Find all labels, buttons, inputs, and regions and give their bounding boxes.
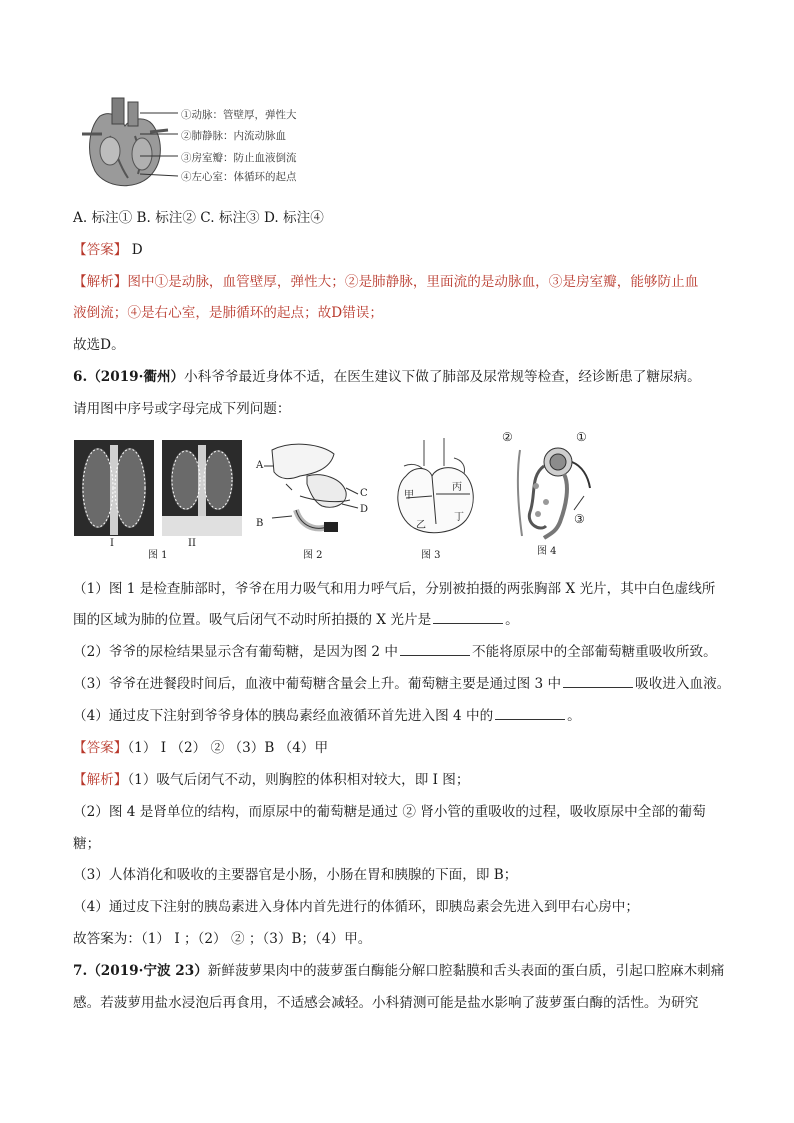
q5-answer	[73, 241, 143, 259]
q6-answer-tag: 【答案】	[73, 740, 128, 756]
q6-analysis1-text: （1）吸气后闭气不动，则胸腔的体积相对较大，即 I 图；	[127, 772, 470, 788]
q6-answer-value: （1） I （2） ② （3）B （4）甲	[127, 740, 329, 756]
q6-sub3-tail: 吸收进入血液。	[635, 676, 731, 692]
q6-analysis-2-line2: 糖；	[73, 836, 101, 852]
q7-line1-text: 新鲜菠萝果肉中的菠萝蛋白酶能分解口腔黏膜和舌头表面的蛋白质，引起口腔麻木刺痛	[207, 963, 725, 979]
figure-2-digestive	[262, 440, 374, 540]
q7-line1	[73, 962, 724, 980]
fig1-label-I: I	[110, 538, 114, 549]
fig1-caption: 图 1	[148, 550, 168, 561]
answer-blank-1	[433, 611, 503, 624]
fig4-caption: 图 4	[537, 546, 557, 557]
q5-analysis	[73, 273, 698, 291]
q5-analysis-line2: 液倒流；④是右心室，是肺循环的起点；故D错误；	[73, 305, 383, 321]
q6-analysis-4: （4）通过皮下注射的胰岛素进入身体内首先进行的体循环，即胰岛素会先进入到甲右心房中；	[73, 899, 639, 915]
q6-stem-line1	[73, 368, 701, 386]
q6-analysis-3: （3）人体消化和吸收的主要器官是小肠，小肠在胃和胰腺的下面，即 B；	[73, 867, 518, 883]
heart-label-2: ②肺静脉：内流动脉血	[181, 130, 286, 142]
fig3-label-bing: 丙	[452, 482, 462, 493]
q6-sub1-text: 围的区域为肺的位置。吸气后闭气不动时所拍摄的 X 光片是	[73, 612, 432, 628]
q6-sub4-text: （4）通过皮下注射到爷爷身体的胰岛素经血液循环首先进入图 4 中的	[73, 708, 494, 724]
fig2-label-C: C	[360, 488, 368, 499]
q6-sub3-text: （3）爷爷在进餐段时间后，血液中葡萄糖含量会上升。葡萄糖主要是通过图 3 中	[73, 676, 562, 692]
q6-sub4	[73, 707, 581, 725]
q6-analysis-tag: 【解析】	[73, 772, 128, 788]
q6-sub2	[73, 643, 717, 661]
fig2-label-D: D	[360, 504, 369, 515]
q7-number: 7.（2019·宁波 23）	[73, 963, 208, 979]
q6-sub2-text: （2）爷爷的尿检结果显示含有葡萄糖，是因为图 2 中	[73, 644, 399, 660]
heart-leader-lines	[140, 108, 180, 188]
q6-sub2-tail: 不能将原尿中的全部葡萄糖重吸收所致。	[472, 644, 717, 660]
q6-analysis-1	[73, 771, 469, 789]
q6-conclusion: 故答案为：（1） I ；（2） ② ；（3）B；（4）甲。	[73, 931, 372, 947]
q6-analysis-2-line1: （2）图 4 是肾单位的结构，而原尿中的葡萄糖是通过 ② 肾小管的重吸收的过程，吸收原尿中全部的葡萄	[73, 804, 706, 820]
q6-sub3	[73, 675, 730, 693]
q6-answer	[73, 739, 328, 757]
q6-stem-line2: 请用图中序号或字母完成下列问题：	[73, 401, 291, 417]
fig3-label-ding: 丁	[454, 512, 464, 523]
q5-analysis-line1: 图中①是动脉，血管壁厚，弹性大；②是肺静脉，里面流的是动脉血，③是房室瓣，能够防止血	[127, 274, 699, 290]
q6-number: 6.（2019·衢州）	[73, 369, 185, 385]
fig3-caption: 图 3	[421, 550, 441, 561]
fig2-label-A: A	[256, 460, 264, 471]
q7-line2: 感。若菠萝用盐水浸泡后再食用，不适感会减轻。小科猜测可能是盐水影响了菠萝蛋白酶的活性。为研究	[73, 995, 699, 1011]
figure-3-heart	[384, 436, 484, 540]
q5-options: A. 标注① B. 标注② C. 标注③ D. 标注④	[73, 210, 324, 226]
q6-sub1-tail: 。	[505, 612, 519, 628]
fig3-label-jia: 甲	[404, 490, 414, 501]
q6-stem-text: 小科爷爷最近身体不适，在医生建议下做了肺部及尿常规等检查，经诊断患了糖尿病。	[184, 369, 701, 385]
fig2-caption: 图 2	[303, 550, 323, 561]
answer-blank-4	[495, 707, 565, 720]
heart-label-1: ①动脉：管壁厚，弹性大	[181, 109, 297, 121]
answer-blank-2	[400, 643, 470, 656]
fig3-label-yi: 乙	[416, 520, 426, 531]
q5-answer-value: D	[131, 242, 143, 258]
heart-label-4: ④左心室：体循环的起点	[181, 171, 297, 183]
q5-analysis-tag: 【解析】	[73, 274, 128, 290]
fig4-label-3: ③	[574, 512, 585, 526]
q5-answer-tag: 【答案】	[73, 242, 128, 258]
answer-blank-3	[563, 675, 633, 688]
q6-sub1-line1: （1）图 1 是检查肺部时，爷爷在用力吸气和用力呼气后，分别被拍摄的两张胸部 X 光片，其中白色虚线所	[73, 581, 716, 597]
fig1-label-II: II	[188, 538, 196, 549]
heart-label-3: ③房室瓣：防止血液倒流	[181, 152, 297, 164]
q6-sub4-tail: 。	[567, 708, 581, 724]
figure-1-xrays	[74, 440, 242, 536]
fig4-label-1: ①	[576, 430, 587, 444]
fig2-label-B: B	[256, 518, 264, 529]
fig4-label-2: ②	[502, 430, 513, 444]
q6-sub1-line2	[73, 611, 519, 629]
q5-conclusion: 故选D。	[73, 337, 125, 353]
